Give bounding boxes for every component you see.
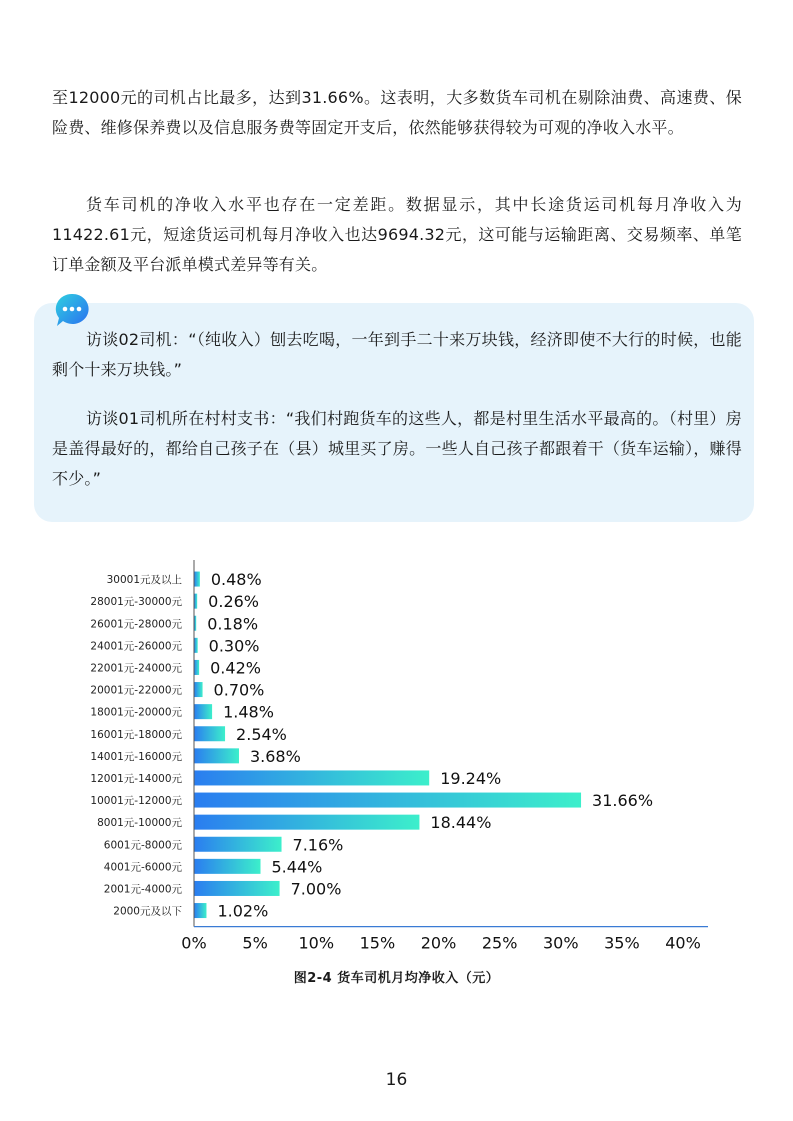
bar-4 [194, 660, 199, 675]
chat-bubble-icon [54, 292, 90, 328]
bar-6 [194, 704, 212, 719]
page-number: 16 [385, 1070, 408, 1090]
bar-7 [194, 726, 225, 741]
category-label: 4001元-6000元 [103, 861, 182, 874]
category-label: 16001元-18000元 [90, 728, 182, 741]
value-label: 3.68% [249, 746, 301, 766]
interview-quote-2: 访谈01司机所在村村支书：“我们村跑货车的这些人，都是村里生活水平最高的。（村里）房是盖得最好的，都给自己孩子在（县）城里买了房。一些人自己孩子都跟着干（货车运输），赚得不少。” [52, 409, 742, 488]
bar-9 [194, 770, 429, 785]
income-bar-chart [0, 555, 793, 975]
category-label: 8001元-10000元 [97, 817, 182, 830]
bar-5 [194, 682, 203, 697]
chart-caption: 图2-4 货车司机月均净收入（元） [293, 971, 500, 986]
x-tick-label: 15% [359, 933, 396, 953]
x-tick-label: 30% [542, 933, 579, 953]
x-tick-label: 10% [298, 933, 335, 953]
category-label: 20001元-22000元 [90, 684, 182, 697]
bar-11 [194, 815, 419, 830]
category-label: 18001元-20000元 [90, 706, 182, 719]
x-tick-label: 0% [181, 933, 207, 953]
value-label: 7.16% [292, 835, 344, 855]
value-label: 1.48% [223, 702, 274, 722]
interview-quote-1: 访谈02司机：“（纯收入）刨去吃喝，一年到手二十来万块钱，经济即使不大行的时候，也能剩个十来万块钱。” [52, 330, 742, 379]
value-label: 7.00% [290, 879, 342, 899]
bar-15 [194, 903, 206, 918]
body-paragraph-2: 货车司机的净收入水平也存在一定差距。数据显示，其中长途货运司机每月净收入为11422.61元，短途货运司机每月净收入也达9694.32元，这可能与运输距离、交易频率、单笔订单金额及平台派单模式差异等有关。 [52, 195, 742, 274]
chart-svg [0, 555, 793, 975]
category-label: 28001元-30000元 [90, 596, 182, 609]
value-label: 0.18% [207, 614, 259, 634]
value-label: 0.70% [213, 680, 265, 700]
x-tick-label: 40% [665, 933, 701, 953]
bar-14 [194, 881, 280, 896]
value-label: 1.02% [217, 901, 269, 921]
category-label: 26001元-28000元 [90, 618, 182, 631]
bar-12 [194, 837, 282, 852]
x-tick-label: 20% [420, 933, 457, 953]
bar-3 [194, 638, 198, 653]
value-label: 2.54% [236, 724, 287, 744]
body-paragraph-1: 至12000元的司机占比最多，达到31.66%。这表明，大多数货车司机在剔除油费、高速费、保险费、维修保养费以及信息服务费等固定开支后，依然能够获得较为可观的净收入水平。 [52, 88, 742, 137]
category-label: 12001元-14000元 [90, 772, 182, 785]
category-label: 2001元-4000元 [103, 883, 182, 896]
category-label: 10001元-12000元 [90, 795, 182, 808]
value-label: 0.30% [208, 636, 260, 656]
bar-8 [194, 748, 239, 763]
category-label: 24001元-26000元 [90, 640, 182, 653]
value-label: 0.26% [208, 592, 260, 612]
x-tick-label: 25% [481, 933, 518, 953]
value-label: 5.44% [271, 857, 323, 877]
value-label: 18.44% [430, 813, 492, 833]
bar-13 [194, 859, 261, 874]
category-label: 22001元-24000元 [90, 662, 182, 675]
category-label: 30001元及以上 [106, 574, 182, 587]
category-label: 6001元-8000元 [103, 839, 182, 852]
value-label: 0.48% [210, 570, 262, 590]
value-label: 19.24% [440, 768, 502, 788]
bar-0 [194, 572, 200, 587]
value-label: 31.66% [592, 791, 654, 811]
bar-10 [194, 793, 581, 808]
x-tick-label: 5% [242, 933, 268, 953]
category-label: 14001元-16000元 [90, 750, 182, 763]
x-tick-label: 35% [604, 933, 640, 953]
value-label: 0.42% [210, 658, 261, 678]
category-label: 2000元及以下 [113, 905, 182, 918]
